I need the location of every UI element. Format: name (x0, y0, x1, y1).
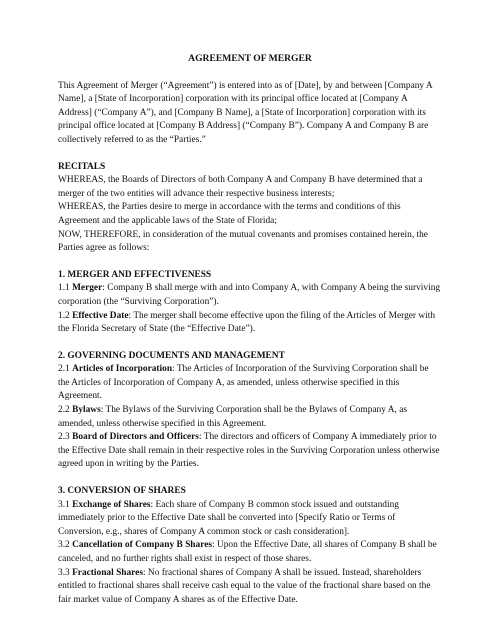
spacer (58, 472, 442, 485)
clause-term: Articles of Incorporation (72, 364, 173, 375)
recitals-section (58, 161, 442, 256)
section-heading: 1. MERGER AND EFFECTIVENESS (58, 269, 212, 280)
clause-term: Merger (72, 283, 103, 294)
clause-text: : Upon the Effective Date, all shares of Company B shall be canceled, and no further rights shall exist in respect of those shares. (58, 540, 437, 564)
clause-term: Fractional Shares (72, 567, 143, 578)
clause-text: : The Articles of Incorporation of the Surviving Corporation shall be the Articles of Incorporation of Company A, as amended, unless otherwise specified in this Agreement. (58, 364, 429, 402)
clause-term: Board of Directors and Officers (72, 432, 199, 443)
clause-number: 2.3 (58, 432, 73, 443)
section-merger (58, 269, 442, 337)
recital-line: NOW, THEREFORE, in consideration of the mutual covenants and promises contained herein, the Parties agree as follows: (58, 229, 428, 254)
recitals-heading: RECITALS (58, 161, 106, 172)
clause-number: 3.2 (58, 540, 73, 551)
intro-paragraph: This Agreement of Merger (“Agreement”) is entered into as of [Date], by and between [Company A Name], a [State of Incorporation] corporation with its principal office located at [Company A Address] (“Company A”), and [Company B Name], a [State of Incorporation] corporation with its principal office located at [Company B Address] (“Company B”). Company A and Company B are collectively referred to as the “Parties.” (58, 80, 433, 145)
clause (58, 539, 442, 566)
section-heading: 2. GOVERNING DOCUMENTS AND MANAGEMENT (58, 350, 285, 361)
clause (58, 404, 442, 431)
clause-text: : Company B shall merge with and into Company A, with Company A being the surviving corporation (the “Surviving Corporation”). (58, 283, 441, 307)
clause-text: : The Bylaws of the Surviving Corporation shall be the Bylaws of Company A, as amended, unless otherwise specified in this Agreement. (58, 405, 408, 429)
clause-number: 1.1 (58, 283, 73, 294)
clause (58, 363, 442, 404)
clause-term: Cancellation of Company B Shares (72, 540, 213, 551)
clause (58, 431, 442, 472)
clause (58, 282, 442, 309)
section-conversion (58, 485, 442, 607)
section-heading: 3. CONVERSION OF SHARES (58, 486, 186, 497)
recital-line: WHEREAS, the Boards of Directors of both Company A and Company B have determined that a merger of the two entities will advance their respective business interests; (58, 175, 423, 199)
clause (58, 567, 442, 608)
clause-number: 2.1 (58, 364, 73, 375)
clause (58, 499, 442, 540)
clause-number: 3.1 (58, 499, 73, 510)
document-title: AGREEMENT OF MERGER (188, 53, 312, 64)
clause-text: : No fractional shares of Company A shall be issued. Instead, shareholders entitled to fractional shares shall receive cash equal to the value of the fractional share based on the fair market value of Company A shares as of the Effective Date. (58, 567, 431, 605)
recital-line: WHEREAS, the Parties desire to merge in accordance with the terms and conditions of this Agreement and the applicable laws of the State of Florida; (58, 202, 401, 226)
clause-term: Exchange of Shares (72, 499, 151, 510)
clause-text: : The directors and officers of Company A immediately prior to the Effective Date shall remain in their respective roles in the Surviving Corporation unless otherwise agreed upon in writing by the Parties. (58, 432, 440, 470)
spacer (58, 256, 442, 269)
clause-text: : The merger shall become effective upon the filing of the Articles of Merger with the Florida Secretary of State (the “Effective Date”). (58, 310, 436, 335)
spacer (58, 337, 442, 350)
clause-text: : Each share of Company B common stock issued and outstanding immediately prior to the Effective Date shall be converted into [Specify Ratio or Terms of Conversion, e.g., shares of Company A common stock or cash consideration]. (58, 499, 399, 537)
clause-number: 3.3 (58, 567, 73, 578)
clause-number: 1.2 (58, 310, 73, 321)
clause-term: Bylaws (72, 405, 101, 416)
spacer (58, 148, 442, 161)
section-governing (58, 350, 442, 472)
clause-number: 2.2 (58, 405, 73, 416)
clause-term: Effective Date (72, 310, 129, 321)
clause (58, 310, 442, 337)
